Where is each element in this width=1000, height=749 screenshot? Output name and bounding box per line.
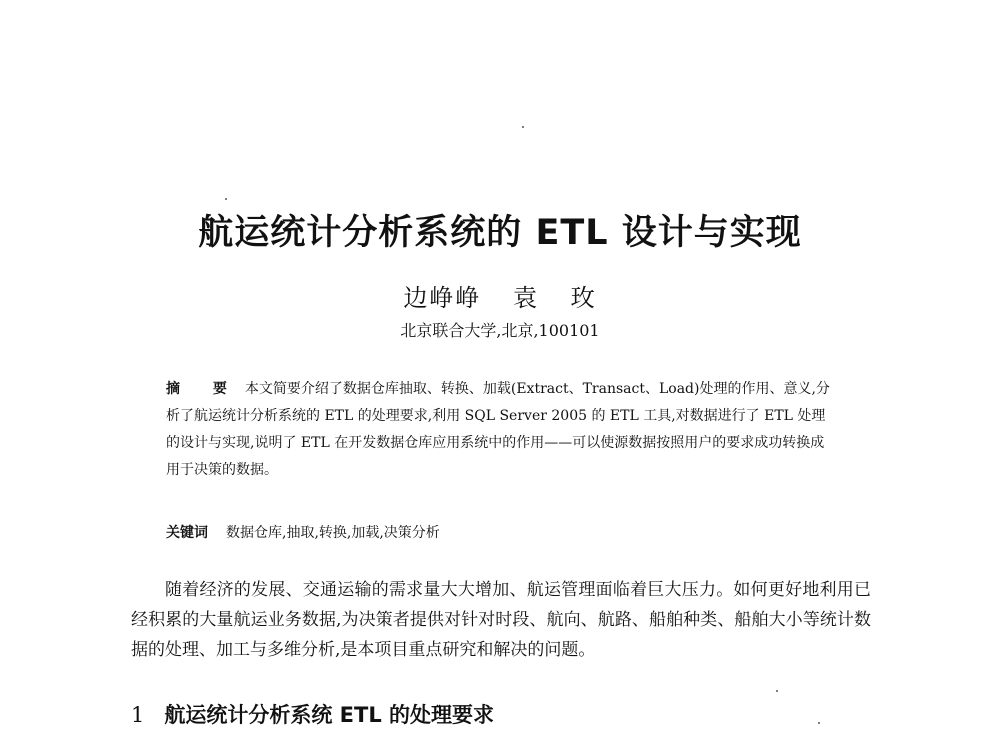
keywords-text: 数据仓库,抽取,转换,加载,决策分析 bbox=[226, 525, 440, 541]
scan-speck bbox=[818, 722, 820, 724]
scan-speck bbox=[522, 126, 524, 128]
scan-speck bbox=[776, 690, 778, 692]
abstract bbox=[166, 376, 836, 484]
keywords-label: 关键词 bbox=[166, 525, 208, 541]
section-title: 航运统计分析系统 ETL 的处理要求 bbox=[164, 703, 495, 727]
abstract-label: 摘 要 bbox=[166, 381, 241, 397]
abstract-text: 本文简要介绍了数据仓库抽取、转换、加载(Extract、Transact、Load)处理的作用、意义,分析了航运统计分析系统的 ETL 的处理要求,利用 SQL Server 2005 的 ETL 工具,对数据进行了 ETL 处理的设计与实现,说明了 ETL 在开发数据仓库应用系统中的作用——可以使源数据按照用户的要求成功转换成用于决策的数据。 bbox=[166, 381, 830, 478]
scan-speck bbox=[225, 198, 227, 200]
paper-title: 航运统计分析系统的 ETL 设计与实现 bbox=[198, 213, 802, 253]
section-number: 1 bbox=[131, 703, 145, 727]
section-heading bbox=[131, 698, 871, 732]
author-affiliation: 北京联合大学,北京,100101 bbox=[400, 321, 600, 340]
paper-authors: 边峥峥 袁 玫 bbox=[403, 284, 597, 312]
intro-paragraph: 随着经济的发展、交通运输的需求量大大增加、航运管理面临着巨大压力。如何更好地利用已经积累的大量航运业务数据,为决策者提供对针对时段、航向、航路、船舶种类、船舶大小等统计数据的处理、加工与多维分析,是本项目重点研究和解决的问题。 bbox=[131, 580, 871, 660]
keywords bbox=[166, 520, 836, 547]
